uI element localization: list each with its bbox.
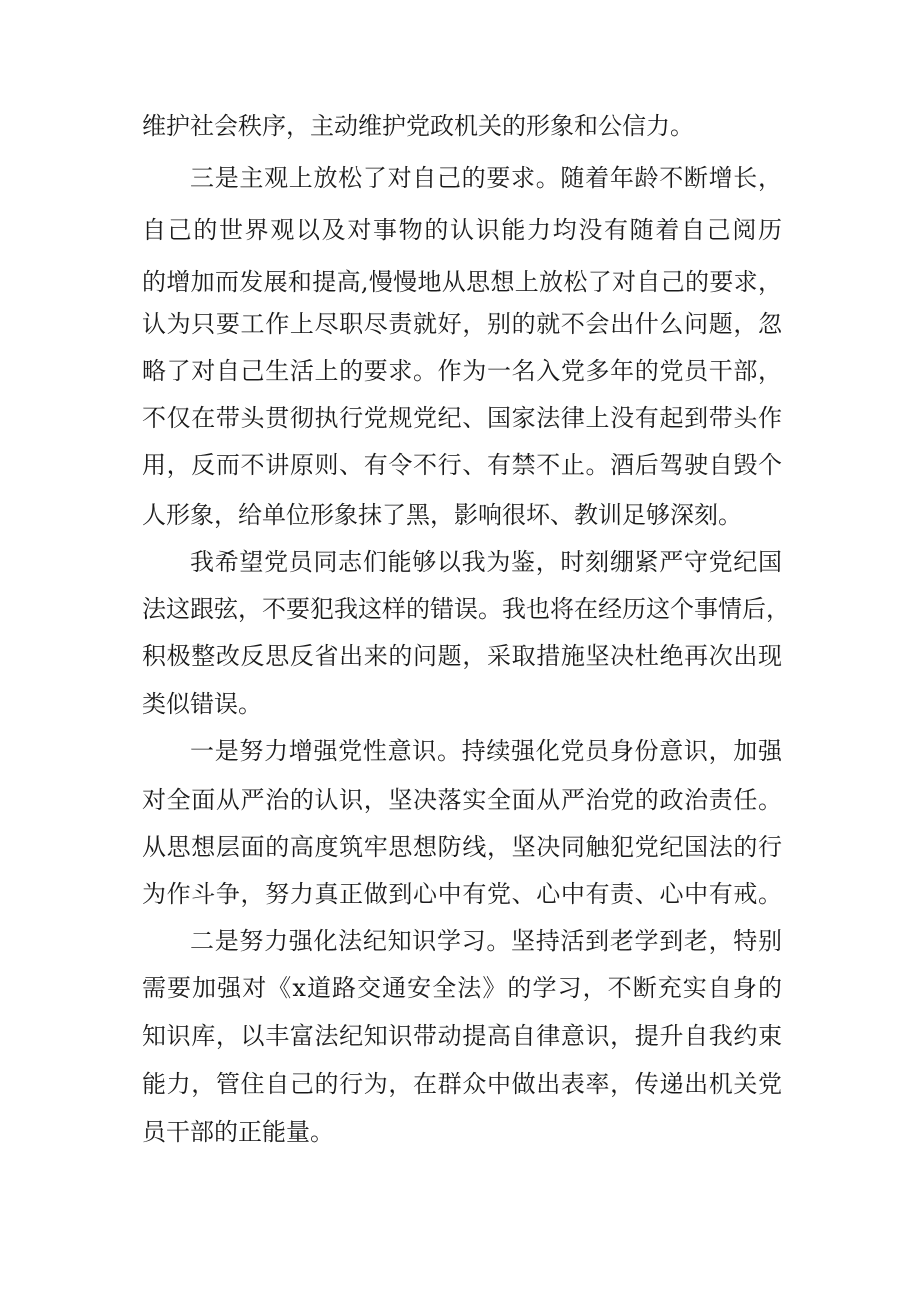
text-line: 法这跟弦，不要犯我这样的错误。我也将在经历这个事情后， — [142, 595, 790, 623]
text-line: 积极整改反思反省出来的问题，采取措施坚决杜绝再次出现 — [142, 642, 782, 670]
text-line: 认为只要工作上尽职尽责就好，别的就不会出什么问题，忽 — [142, 310, 782, 338]
text-line: 的增加而发展和提高,慢慢地从思想上放松了对自己的要求， — [142, 268, 782, 296]
text-line: 能力，管住自己的行为，在群众中做出表率，传递出机关党 — [142, 1070, 782, 1098]
text-line: 从思想层面的高度筑牢思想防线，坚决同触犯党纪国法的行 — [142, 833, 782, 861]
text-line: 维护社会秩序，主动维护党政机关的形象和公信力。 — [142, 112, 694, 140]
text-line: 类似错误。 — [142, 690, 262, 718]
paragraph-start-line: 二是努力强化法纪知识学习。坚持活到老学到老，特别 — [190, 927, 782, 955]
text-line: 人形象，给单位形象抹了黑，影响很坏、教训足够深刻。 — [142, 501, 742, 529]
text-line: 需要加强对《x道路交通安全法》的学习，不断充实自身的 — [142, 974, 782, 1002]
text-line: 为作斗争，努力真正做到心中有党、心中有责、心中有戒。 — [142, 880, 782, 908]
text-line: 自己的世界观以及对事物的认识能力均没有随着自己阅历 — [142, 216, 782, 244]
text-line: 不仅在带头贯彻执行党规党纪、国家法律上没有起到带头作 — [142, 404, 782, 432]
text-line: 知识库，以丰富法纪知识带动提高自律意识，提升自我约束 — [142, 1022, 782, 1050]
paragraph-start-line: 我希望党员同志们能够以我为鉴，时刻绷紧严守党纪国 — [190, 548, 782, 576]
text-line: 对全面从严治的认识，坚决落实全面从严治党的政治责任。 — [142, 786, 782, 814]
text-line: 员干部的正能量。 — [142, 1118, 334, 1146]
text-line: 略了对自己生活上的要求。作为一名入党多年的党员干部， — [142, 357, 782, 385]
text-line: 用，反而不讲原则、有令不行、有禁不止。酒后驾驶自毁个 — [142, 451, 782, 479]
paragraph-start-line: 一是努力增强党性意识。持续强化党员身份意识，加强 — [190, 737, 782, 765]
paragraph-start-line: 三是主观上放松了对自己的要求。随着年龄不断增长， — [190, 164, 782, 192]
